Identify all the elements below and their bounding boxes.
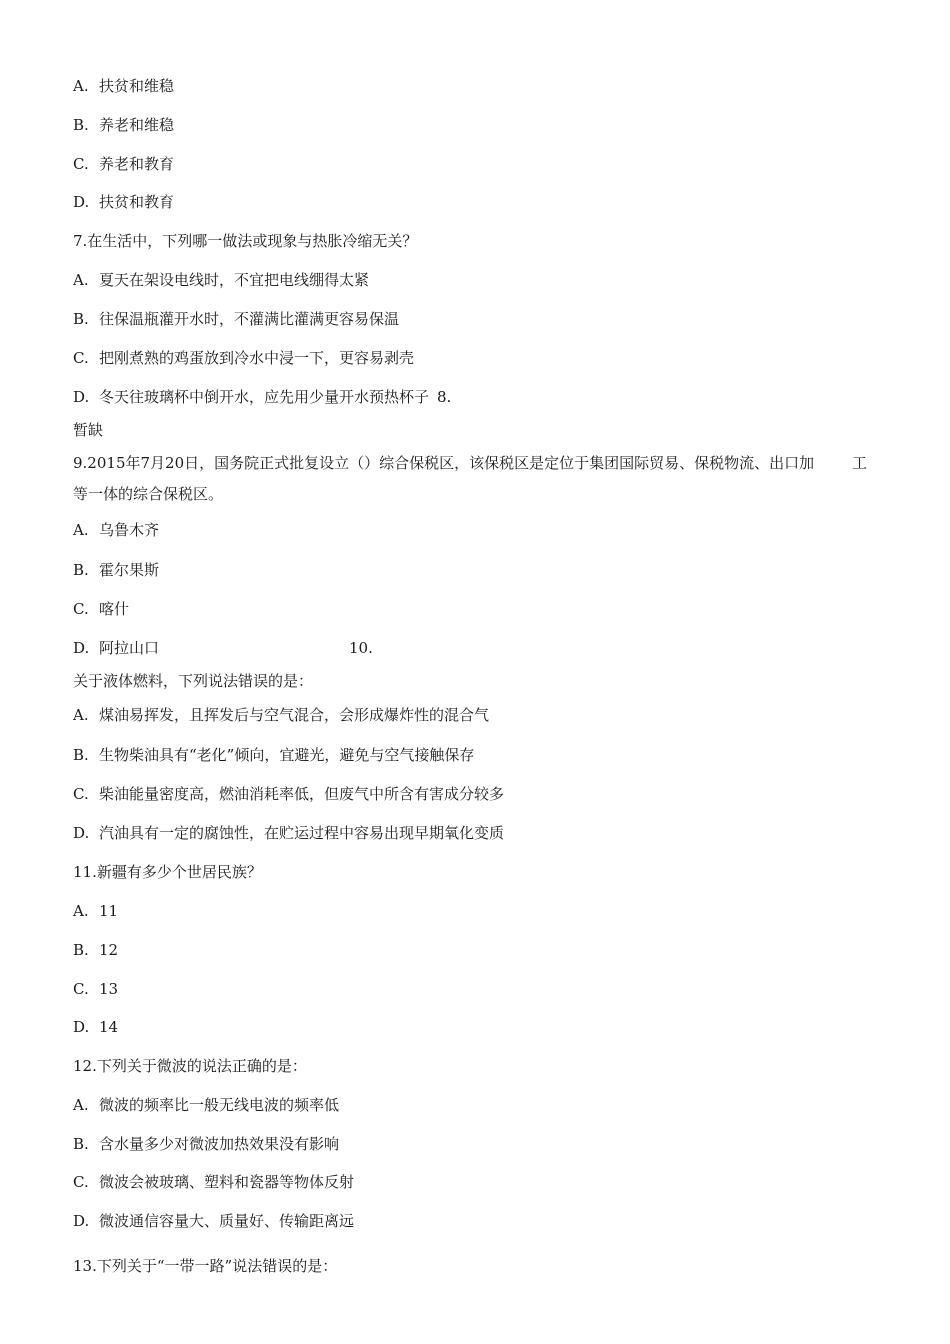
option-text: 养老和维稳 [99,116,175,134]
q11-stem: 11.新疆有多少个世居民族？ [73,863,262,881]
q7-option-c [73,348,414,368]
q7-option-b [73,309,399,329]
option-letter: A. [73,271,89,289]
option-letter: D. [73,824,90,842]
option-letter: D. [73,639,90,657]
q9-stem-line2: 等一体的综合保税区。 [73,485,224,503]
option-text: 把刚煮熟的鸡蛋放到冷水中浸一下，更容易剥壳 [99,349,415,367]
option-letter: C. [73,600,89,618]
option-letter: B. [73,941,89,959]
q7-option-d [73,387,451,407]
option-letter: C. [73,785,89,803]
q6-option-d [73,192,174,212]
option-text: 微波会被玻璃、塑料和瓷器等物体反射 [99,1173,355,1191]
option-text: 微波的频率比一般无线电波的频率低 [99,1096,340,1114]
option-letter: D. [73,1018,90,1036]
option-letter: A. [73,77,89,95]
option-letter: B. [73,1135,89,1153]
q6-option-a [73,76,174,96]
option-text: 喀什 [99,600,130,618]
q9-option-d [73,638,159,658]
option-letter: B. [73,116,89,134]
option-letter: C. [73,980,89,998]
q12-option-c [73,1172,354,1192]
option-text: 含水量多少对微波加热效果没有影响 [99,1135,340,1153]
q12-option-a [73,1095,339,1115]
q10-option-b [73,745,474,765]
q10-option-a [73,705,489,725]
q8-stem: 暂缺 [73,421,104,439]
option-letter: C. [73,349,89,367]
option-text: 11 [99,902,119,920]
option-letter: B. [73,561,89,579]
option-letter: A. [73,521,89,539]
q7-stem: 7.在生活中，下列哪一做法或现象与热胀冷缩无关？ [73,232,418,250]
q9-option-b [73,560,159,580]
option-text: 汽油具有一定的腐蚀性，在贮运过程中容易出现早期氧化变质 [99,824,505,842]
q11-option-d [73,1017,118,1037]
option-text: 养老和教育 [99,155,175,173]
q12-option-b [73,1134,339,1154]
q10-option-c [73,784,504,804]
option-text: 冬天往玻璃杯中倒开水，应先用少量开水预热杯子 [99,388,430,406]
q7-option-a [73,270,369,290]
option-text: 13 [99,980,119,998]
q6-option-b [73,115,174,135]
option-letter: A. [73,902,89,920]
q6-option-c [73,154,174,174]
option-letter: B. [73,310,89,328]
q10-stem: 关于液体燃料，下列说法错误的是： [73,672,314,690]
option-text: 生物柴油具有“老化”倾向，宜避光，避免与空气接触保存 [99,746,475,764]
option-text: 往保温瓶灌开水时，不灌满比灌满更容易保温 [99,310,400,328]
option-letter: A. [73,1096,89,1114]
option-letter: C. [73,1173,89,1191]
q9-stem-line1: 9.2015年7月20日，国务院正式批复设立（）综合保税区，该保税区是定位于集团国际贸易、保税物流、出口加 [73,454,815,472]
option-text: 阿拉山口 [99,639,160,657]
q10-number: 10. [349,639,373,657]
q8-number: 8. [437,388,452,406]
q9-stem-line1-tail: 工 [852,454,868,472]
q13-stem: 13.下列关于“一带一路”说法错误的是： [73,1257,338,1275]
q11-option-a [73,901,118,921]
q9-option-a [73,520,159,540]
q11-option-b [73,940,118,960]
option-letter: B. [73,746,89,764]
option-text: 霍尔果斯 [99,561,160,579]
option-letter: D. [73,193,90,211]
q12-option-d [73,1211,354,1231]
option-text: 14 [99,1018,119,1036]
option-letter: D. [73,1212,90,1230]
option-text: 乌鲁木齐 [99,521,160,539]
option-letter: D. [73,388,90,406]
option-text: 扶贫和教育 [99,193,175,211]
option-text: 12 [99,941,119,959]
option-text: 扶贫和维稳 [99,77,175,95]
option-text: 夏天在架设电线时，不宜把电线绷得太紧 [99,271,370,289]
option-letter: A. [73,706,89,724]
q9-option-c [73,599,129,619]
option-text: 柴油能量密度高，燃油消耗率低，但废气中所含有害成分较多 [99,785,505,803]
q12-stem: 12.下列关于微波的说法正确的是： [73,1057,307,1075]
q11-option-c [73,979,118,999]
option-text: 微波通信容量大、质量好、传输距离远 [99,1212,355,1230]
option-letter: C. [73,155,89,173]
option-text: 煤油易挥发，且挥发后与空气混合，会形成爆炸性的混合气 [99,706,490,724]
q10-option-d [73,823,504,843]
